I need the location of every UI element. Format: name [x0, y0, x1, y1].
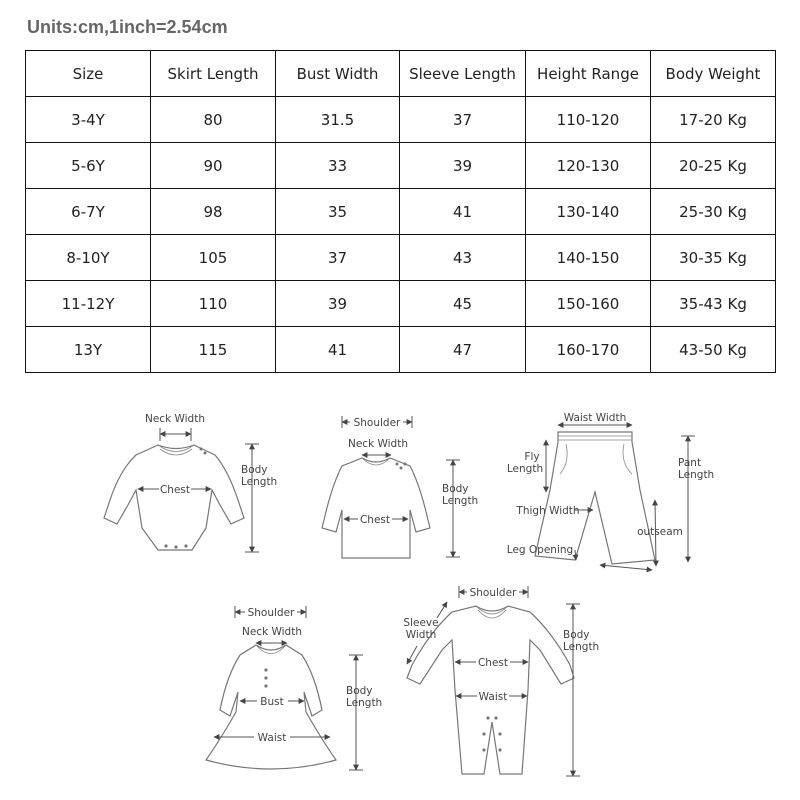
header-height-range: Height Range — [526, 51, 651, 97]
table-cell: 120-130 — [526, 143, 651, 189]
label-chest: Chest — [477, 657, 509, 669]
table-cell: 20-25 Kg — [651, 143, 776, 189]
table-cell: 39 — [400, 143, 526, 189]
label-body-length-1: Body — [346, 685, 373, 697]
label-body-length-2: Length — [563, 641, 600, 653]
table-cell: 140-150 — [526, 235, 651, 281]
dress-diagram — [206, 606, 382, 770]
table-cell: 39 — [276, 281, 400, 327]
table-cell: 13Y — [26, 327, 151, 373]
header-skirt-length: Skirt Length — [151, 51, 276, 97]
table-cell: 25-30 Kg — [651, 189, 776, 235]
pants-diagram — [507, 412, 714, 570]
table-cell: 37 — [276, 235, 400, 281]
table-cell: 110-120 — [526, 97, 651, 143]
table-cell: 35-43 Kg — [651, 281, 776, 327]
label-bust: Bust — [260, 696, 284, 708]
table-cell: 110 — [151, 281, 276, 327]
table-cell: 37 — [400, 97, 526, 143]
label-fly-length-1: Fly — [524, 451, 540, 463]
table-cell: 90 — [151, 143, 276, 189]
label-thigh-width: Thigh Width — [516, 505, 580, 517]
table-cell: 11-12Y — [26, 281, 151, 327]
table-cell: 115 — [151, 327, 276, 373]
table-cell: 30-35 Kg — [651, 235, 776, 281]
label-body-length-2: Length — [442, 495, 479, 507]
header-body-weight: Body Weight — [651, 51, 776, 97]
table-cell: 45 — [400, 281, 526, 327]
label-shoulder: Shoulder — [353, 417, 401, 429]
header-sleeve-length: Sleeve Length — [400, 51, 526, 97]
table-cell: 160-170 — [526, 327, 651, 373]
table-cell: 150-160 — [526, 281, 651, 327]
label-waist: Waist — [478, 691, 508, 703]
units-note: Units:cm,1inch=2.54cm — [27, 17, 228, 37]
table-cell: 41 — [400, 189, 526, 235]
label-chest: Chest — [359, 514, 391, 526]
table-cell: 105 — [151, 235, 276, 281]
table-cell: 80 — [151, 97, 276, 143]
label-fly-length-2: Length — [506, 463, 544, 475]
table-cell: 5-6Y — [26, 143, 151, 189]
table-cell: 6-7Y — [26, 189, 151, 235]
romper-diagram — [403, 586, 599, 776]
label-sleeve-width-2: Width — [405, 629, 437, 641]
label-leg-opening: Leg Opening — [506, 544, 574, 556]
table-cell: 47 — [400, 327, 526, 373]
label-shoulder: Shoulder — [469, 587, 517, 599]
top-diagram — [322, 416, 478, 558]
table-cell: 130-140 — [526, 189, 651, 235]
header-size: Size — [26, 51, 151, 97]
label-sleeve-width-1: Sleeve — [403, 617, 439, 629]
label-waist: Waist — [257, 732, 287, 744]
table-cell: 3-4Y — [26, 97, 151, 143]
table-cell: 17-20 Kg — [651, 97, 776, 143]
table-cell: 43 — [400, 235, 526, 281]
label-body-length-1: Body — [241, 464, 268, 476]
label-outseam: outseam — [637, 526, 683, 538]
label-neck-width: Neck Width — [347, 438, 409, 450]
label-shoulder: Shoulder — [247, 607, 295, 619]
label-neck-width: Neck Width — [144, 413, 206, 425]
table-cell: 43-50 Kg — [651, 327, 776, 373]
label-pant-length-1: Pant — [678, 457, 702, 469]
label-body-length-2: Length — [346, 697, 383, 709]
label-pant-length-2: Length — [678, 469, 715, 481]
label-neck-width: Neck Width — [241, 626, 303, 638]
table-cell: 31.5 — [276, 97, 400, 143]
label-body-length-1: Body — [563, 629, 590, 641]
label-waist-width: Waist Width — [563, 412, 627, 424]
table-cell: 35 — [276, 189, 400, 235]
table-cell: 41 — [276, 327, 400, 373]
label-body-length-2: Length — [241, 476, 278, 488]
table-cell: 8-10Y — [26, 235, 151, 281]
table-cell: 33 — [276, 143, 400, 189]
label-body-length-1: Body — [442, 483, 469, 495]
header-bust-width: Bust Width — [276, 51, 400, 97]
bodysuit-diagram — [104, 413, 277, 552]
table-cell: 98 — [151, 189, 276, 235]
label-chest: Chest — [159, 484, 191, 496]
